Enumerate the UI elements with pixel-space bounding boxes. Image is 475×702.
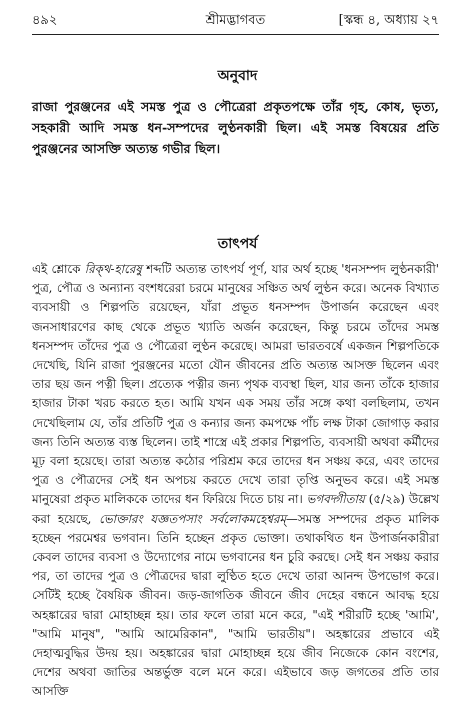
scripture-title-gita: ভগবদ্গীতায় xyxy=(306,492,365,507)
purport-text-3: (৫/২৯) উল্লেখ করা হয়েছে, xyxy=(32,492,439,526)
page-header xyxy=(32,10,439,32)
page-number: ৪৯২ xyxy=(32,12,58,28)
translation-text: রাজা পুরঞ্জনের এই সমস্ত পুত্র ও পৌত্রেরা প্রকৃতপক্ষে তাঁর গৃহ, কোষ, ভৃত্য, সহকারী আদি সমস্ত ধন-সম্পদের লুণ্ঠনকারী ছিল। এই সমস্ত বিষয়ের প্রতি পুরঞ্জনের আসক্তি অত্যন্ত গভীর ছিল। xyxy=(32,99,439,156)
header-divider xyxy=(32,34,439,35)
purport-text-1: এই শ্লোকে xyxy=(32,262,85,276)
translation-heading: অনুবাদ xyxy=(217,68,258,84)
purport-body xyxy=(32,260,439,702)
sanskrit-quote-bhoktaram: ভোক্তারং যজ্ঞতপসাং সর্বলোকমহেশ্বরম্ xyxy=(99,511,287,526)
purport-heading: তাৎপর্য xyxy=(217,236,258,252)
purport-paragraph xyxy=(32,260,439,702)
purport-text-4: —সমস্ত সম্পদের প্রকৃত মালিক হচ্ছেন পরমেশ্বর ভগবান। তিনি হচ্ছেন প্রকৃত ভোক্তা। তথাকথিত ধন উপার্জনকারীরা কেবল তাদের ব্যবসা ও উদ্যোগের নামে ভগবানের ধন চুরি করছে। সেই ধন সঞ্চয় করার পর, তা তাদের পুত্র ও পৌত্রদের দ্বারা লুণ্ঠিত হতে দেখে তারা আনন্দ উপভোগ করে। সেটিই হচ্ছে বৈষয়িক জীবন। জড়-জাগতিক জীবনে জীব দেহের বন্ধনে আবদ্ধ হয়ে অহঙ্কারের দ্বারা মোহাচ্ছন্ন হয়। তার ফলে তারা মনে করে, "এই শরীরটি হচ্ছে 'আমি', "আমি মানুষ", "আমি আমেরিকান", "আমি ভারতীয়"। অহঙ্কারের প্রভাবে এই দেহাত্মবুদ্ধির উদয় হয়। অহঙ্কারের দ্বারা মোহাচ্ছন্ন হয়ে জীব নিজেকে কোন বংশের, দেশের অথবা জাতির অন্তর্ভুক্ত বলে মনে করে। এইভাবে জড় জগতের প্রতি তার আসক্তি xyxy=(32,511,439,699)
purport-text-2: শব্দটি অত্যন্ত তাৎপর্য পূর্ণ, যার অর্থ হচ্ছে 'ধনসম্পদ লুণ্ঠনকারী' পুত্র, পৌত্র ও অন্যান্য বংশধরেরা চরমে মানুষের সঞ্চিত অর্থ লুণ্ঠন করে। অনেক বিখ্যাত ব্যবসায়ী ও শিল্পপতি রয়েছেন, যাঁরা প্রভূত ধনসম্পদ উপার্জন করেছেন এবং জনসাধারণের কাছ থেকে প্রভূত খ্যাতি অর্জন করেছেন, কিন্তু চরমে তাঁদের সমস্ত ধনসম্পদ তাঁদের পুত্র ও পৌত্রেরা লুণ্ঠন করেছে। আমরা ভারতবর্ষে একজন শিল্পপতিকে দেখেছি, যিনি রাজা পুরঞ্জনের মতো যৌন জীবনের প্রতি অত্যন্ত আসক্ত ছিলেন এবং তার ছয় জন পত্নী ছিল। প্রত্যেক পত্নীর জন্য পৃথক ব্যবস্থা ছিল, যার জন্য তাঁকে হাজার হাজার টাকা খরচ করতে হত। আমি যখন এক সময় তাঁর সঙ্গে কথা বলছিলাম, তখন দেখেছিলাম যে, তাঁর প্রতিটি পুত্র ও কন্যার জন্য কমপক্ষে পাঁচ লক্ষ টাকা জোগাড় করার জন্য তিনি অত্যন্ত ব্যস্ত ছিলেন। তাই শাস্ত্রে এই প্রকার শিল্পপতি, ব্যবসায়ী অথবা কর্মীদের মূঢ় বলা হয়েছে। তারা অত্যন্ত কঠোর পরিশ্রম করে তাদের ধন সঞ্চয় করে, এবং তাদের পুত্র ও পৌত্রদের সেই ধন অপচয় করতে দেখে তারা তৃপ্তি অনুভব করে। এই সমস্ত মানুষেরা প্রকৃত মালিককে তাদের ধন ফিরিয়ে দিতে চায় না। xyxy=(32,262,439,507)
running-title: শ্রীমদ্ভাগবত xyxy=(205,12,266,28)
sanskrit-term-rikthahareshu: রিক্থ-হারেষু xyxy=(84,262,142,276)
chapter-reference: [স্কন্ধ ৪, অধ্যায় ২৭ xyxy=(338,12,439,28)
